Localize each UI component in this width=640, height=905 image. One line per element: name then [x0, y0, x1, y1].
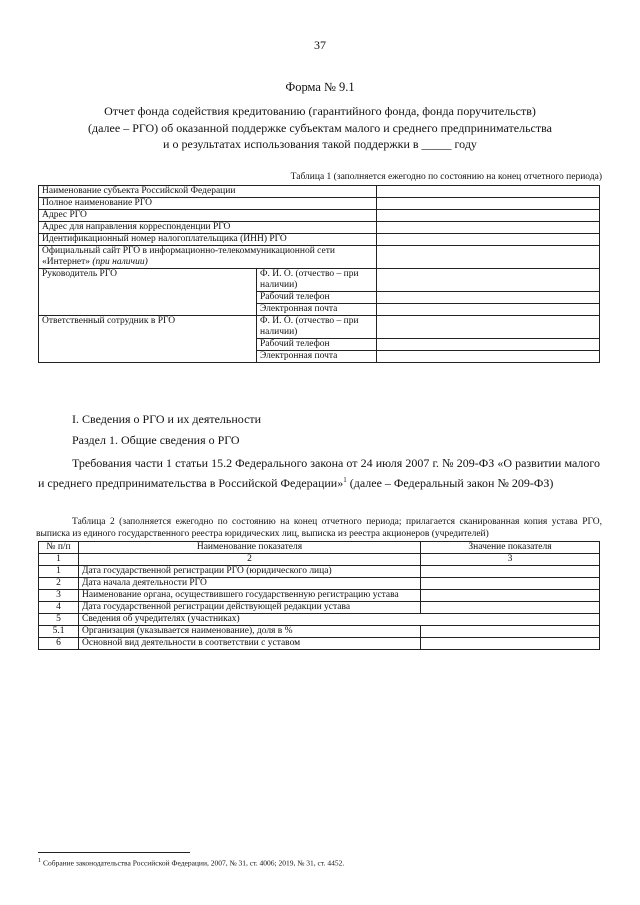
row-label: [39, 246, 377, 269]
group-label: Руководитель РГО: [39, 269, 257, 316]
report-heading: [0, 103, 640, 153]
website-label: Официальный сайт РГО в информационно-телекоммуникационной сети «Интернет»: [42, 246, 335, 267]
value-cell[interactable]: [377, 316, 600, 339]
table-row: [39, 269, 600, 292]
field-label: Электронная почта: [257, 304, 377, 316]
paragraph-text: Требования части 1 статьи 15.2 Федерального закона от 24 июля 2007 г. № 209-ФЗ «О развитии малого и среднего предпринимательства в Российской Федерации»: [38, 456, 600, 490]
section-title: I. Сведения о РГО и их деятельности: [72, 412, 262, 426]
footnote-divider: [38, 852, 190, 853]
value-cell[interactable]: [377, 198, 600, 210]
requirements-paragraph: [38, 455, 600, 491]
footnote-text: Собрание законодательства Российской Федерации, 2007, № 31, ст. 4006; 2019, № 31, ст. 4452.: [43, 858, 345, 868]
table-row: [39, 186, 600, 198]
page-number: 37: [314, 38, 326, 52]
table2: [38, 541, 600, 650]
row-name: Дата государственной регистрации действующей редакции устава: [79, 602, 421, 614]
value-cell[interactable]: [377, 210, 600, 222]
table-row: [39, 222, 600, 234]
table1: [38, 185, 600, 363]
row-number: 4: [39, 602, 79, 614]
row-number: 1: [39, 566, 79, 578]
header-name: Наименование показателя: [79, 542, 421, 554]
row-number: 5: [39, 614, 79, 626]
row-name: Наименование органа, осуществившего государственную регистрацию устава: [79, 590, 421, 602]
row-name: Организация (указывается наименование), доля в %: [79, 626, 421, 638]
footnote-ref[interactable]: 1: [343, 475, 347, 484]
row-name: Дата начала деятельности РГО: [79, 578, 421, 590]
table-row: [39, 246, 600, 269]
value-cell[interactable]: [377, 339, 600, 351]
value-cell[interactable]: [421, 566, 600, 578]
row-label: Полное наименование РГО: [39, 198, 377, 210]
table2-caption: Таблица 2 (заполняется ежегодно по состоянию на конец отчетного периода; прилагается сканированная копия устава РГО, выписка из единого государственного реестра юридических лиц, выписка из реестра акционеров (учредителей): [36, 517, 602, 539]
col-number: 3: [421, 554, 600, 566]
paragraph-tail: (далее – Федеральный закон № 209-ФЗ): [346, 475, 554, 490]
row-label: Наименование субъекта Российской Федерации: [39, 186, 377, 198]
value-cell[interactable]: [377, 351, 600, 363]
row-number: 2: [39, 578, 79, 590]
table1-caption: Таблица 1 (заполняется ежегодно по состоянию на конец отчетного периода): [290, 172, 602, 182]
value-cell[interactable]: [421, 602, 600, 614]
value-cell[interactable]: [421, 590, 600, 602]
form-title: Форма № 9.1: [285, 80, 355, 94]
row-number: 6: [39, 638, 79, 650]
value-cell[interactable]: [377, 304, 600, 316]
row-number: 3: [39, 590, 79, 602]
col-number: 2: [79, 554, 421, 566]
value-cell[interactable]: [421, 578, 600, 590]
header-number: № п/п: [39, 542, 79, 554]
col-number: 1: [39, 554, 79, 566]
value-cell[interactable]: [377, 269, 600, 292]
table-row: [39, 626, 600, 638]
table-row: [39, 198, 600, 210]
table-row: [39, 234, 600, 246]
value-cell[interactable]: [377, 292, 600, 304]
table-header-row: [39, 542, 600, 554]
heading-line: (далее – РГО) об оказанной поддержке субъектам малого и среднего предпринимательства: [88, 120, 552, 135]
subsection-title: Раздел 1. Общие сведения о РГО: [72, 433, 240, 447]
field-label: Ф. И. О. (отчество – при наличии): [257, 316, 377, 339]
table-row: [39, 602, 600, 614]
value-cell[interactable]: [377, 186, 600, 198]
footnote-mark: 1: [38, 857, 42, 864]
value-cell[interactable]: [377, 222, 600, 234]
field-label: Электронная почта: [257, 351, 377, 363]
website-note: (при наличии): [92, 257, 148, 267]
value-cell[interactable]: [377, 246, 600, 269]
row-label: Адрес для направления корреспонденции РГО: [39, 222, 377, 234]
group-label: Ответственный сотрудник в РГО: [39, 316, 257, 363]
footnote: [38, 857, 344, 868]
row-label: Идентификационный номер налогоплательщика (ИНН) РГО: [39, 234, 377, 246]
heading-line: Отчет фонда содействия кредитованию (гарантийного фонда, фонда поручительств): [104, 104, 536, 118]
row-name: Сведения об учредителях (участниках): [79, 614, 600, 626]
row-number: 5.1: [39, 626, 79, 638]
table-row: [39, 210, 600, 222]
row-name: Дата государственной регистрации РГО (юридического лица): [79, 566, 421, 578]
table-row: [39, 614, 600, 626]
header-value: Значение показателя: [421, 542, 600, 554]
value-cell[interactable]: [421, 626, 600, 638]
value-cell[interactable]: [377, 234, 600, 246]
table-row: [39, 638, 600, 650]
field-label: Рабочий телефон: [257, 339, 377, 351]
field-label: Ф. И. О. (отчество – при наличии): [257, 269, 377, 292]
column-number-row: [39, 554, 600, 566]
field-label: Рабочий телефон: [257, 292, 377, 304]
row-label: Адрес РГО: [39, 210, 377, 222]
table-row: [39, 590, 600, 602]
heading-line: и о результатах использования такой поддержки в _____ году: [163, 137, 477, 151]
value-cell[interactable]: [421, 638, 600, 650]
table-row: [39, 566, 600, 578]
table-row: [39, 578, 600, 590]
row-name: Основной вид деятельности в соответствии с уставом: [79, 638, 421, 650]
table-row: [39, 316, 600, 339]
